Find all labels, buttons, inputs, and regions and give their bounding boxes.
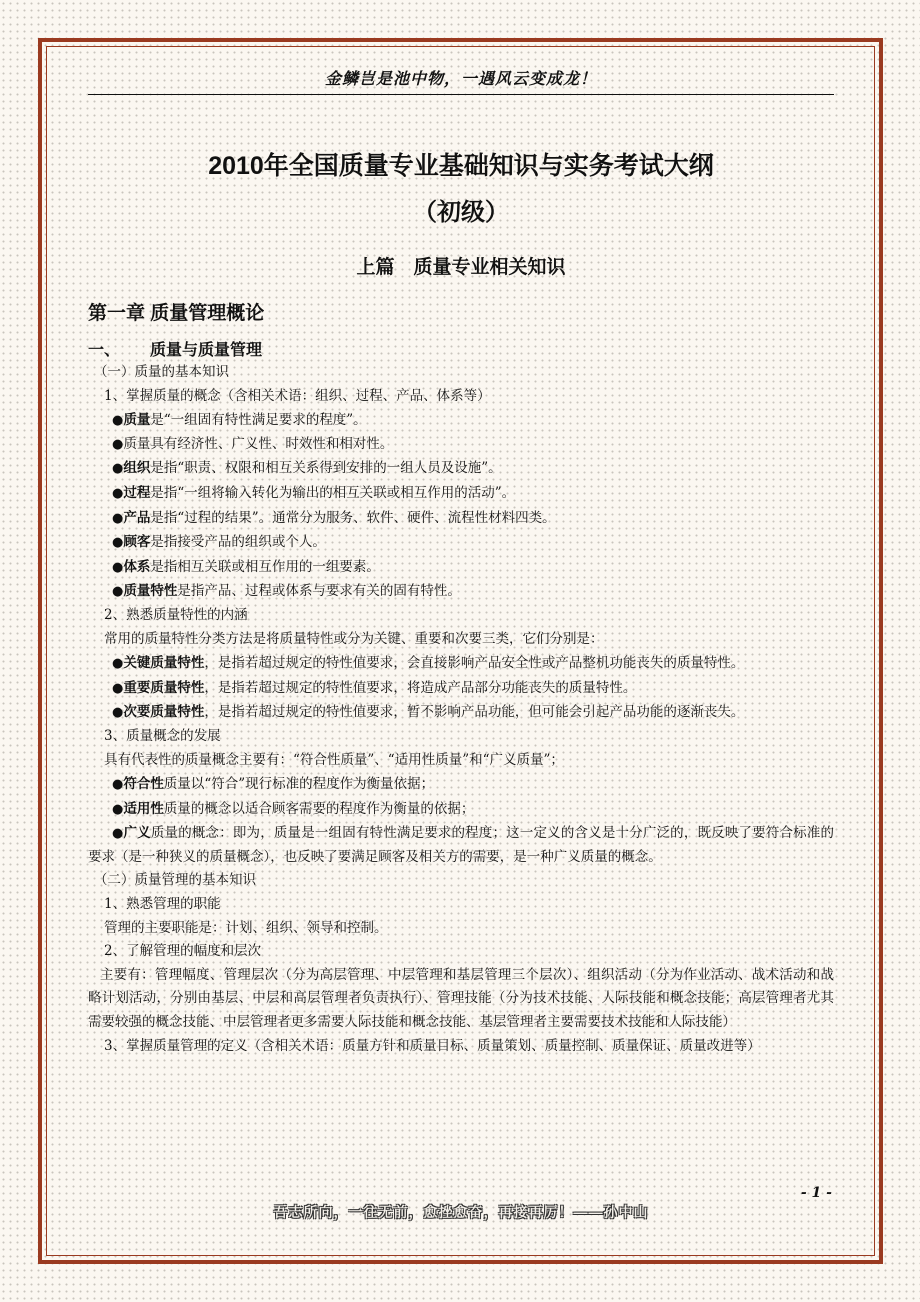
paragraph: 1、掌握质量的概念（含相关术语：组织、过程、产品、体系等）	[104, 387, 491, 404]
bullet-item	[88, 456, 834, 481]
bullet-text: 是指产品、过程或体系与要求有关的固有特性。	[177, 583, 461, 600]
bullet-icon: ●	[112, 436, 124, 452]
paragraph: 2、了解管理的幅度和层次	[104, 943, 262, 960]
bullet-text: 是指相互关联或相互作用的一组要素。	[150, 558, 380, 575]
bullet-text: 是指“职责、权限和相互关系得到安排的一组人员及设施”。	[150, 460, 502, 477]
bullet-term: 产品	[123, 509, 151, 525]
bullet-text: 是“一组固有特性满足要求的程度”。	[150, 412, 367, 429]
paragraph: 3、掌握质量管理的定义（含相关术语：质量方针和质量目标、质量策划、质量控制、质量保证、质量改进等）	[104, 1037, 761, 1054]
bullet-icon: ●	[112, 584, 124, 600]
bullet-text: ，是指若超过规定的特性值要求，暂不影响产品功能，但可能会引起产品功能的逐渐丧失。	[204, 704, 745, 721]
bullet-text: 质量以“符合”现行标准的程度作为衡量依据；	[163, 776, 435, 793]
bullet-term: 质量	[123, 412, 151, 428]
bullet-text: ，是指若超过规定的特性值要求，会直接影响产品安全性或产品整机功能丧失的质量特性。	[204, 655, 745, 672]
bullet-item	[88, 676, 834, 701]
subsection-heading: （二）质量管理的基本知识	[94, 872, 256, 889]
bullet-term: 体系	[123, 558, 151, 574]
bullet-icon: ●	[112, 826, 124, 842]
bullet-icon: ●	[112, 510, 124, 526]
bullet-item	[88, 651, 834, 676]
bullet-text: ，是指若超过规定的特性值要求，将造成产品部分功能丧失的质量特性。	[204, 679, 637, 696]
bullet-icon: ●	[112, 656, 124, 672]
bullet-text: 是指接受产品的组织或个人。	[150, 534, 326, 551]
bullet-text: 质量的概念：即为，质量是一组固有特性满足要求的程度；这一定义的含义是十分广泛的，既反映了要符合标准的要求（是一种狭义的质量概念），也反映了要满足顾客及相关方的需要，是一种广义质量的概念。	[88, 825, 835, 865]
bullet-icon: ●	[112, 461, 124, 477]
bullet-icon: ●	[112, 777, 124, 793]
bullet-item	[88, 555, 834, 580]
section-heading	[88, 337, 262, 360]
document-title: 2010年全国质量专业基础知识与实务考试大纲	[208, 152, 714, 180]
bullet-icon: ●	[112, 413, 124, 429]
bullet-icon: ●	[112, 485, 124, 501]
bullet-icon: ●	[112, 705, 124, 721]
bullet-term: 次要质量特性	[123, 704, 205, 720]
bullet-item	[88, 408, 834, 433]
paragraph: 3、质量概念的发展	[104, 727, 221, 744]
chapter-heading: 第一章 质量管理概论	[88, 303, 265, 324]
bullet-term: 过程	[123, 484, 151, 500]
subsection-heading: （一）质量的基本知识	[94, 364, 229, 380]
bullet-item	[88, 772, 834, 797]
bullet-term: 质量特性	[123, 583, 178, 599]
bullet-item	[88, 481, 834, 506]
bullet-item	[88, 579, 834, 604]
footer-motto: 吾志所向，一往无前，愈挫愈奋，再接再厉！——孙中山	[273, 1204, 649, 1220]
bullet-icon: ●	[112, 559, 124, 575]
section-number: 一、	[88, 342, 121, 359]
bullet-term: 顾客	[123, 534, 151, 550]
bullet-item	[88, 797, 834, 822]
bullet-text: 是指“一组将输入转化为输出的相互关联或相互作用的活动”。	[150, 484, 516, 501]
paragraph: 常用的质量特性分类方法是将质量特性或分为关键、重要和次要三类，它们分别是：	[104, 630, 604, 647]
bullet-item	[88, 700, 834, 725]
bullet-term: 符合性	[123, 776, 164, 792]
bullet-term: 广义	[123, 825, 151, 841]
section-title: 质量与质量管理	[150, 342, 263, 359]
bullet-term: 适用性	[123, 800, 164, 816]
paragraph: 管理的主要职能是：计划、组织、领导和控制。	[104, 919, 388, 936]
header-motto: 金鳞岂是池中物，一遇风云变成龙！	[88, 64, 834, 95]
bullet-term: 重要质量特性	[123, 679, 205, 695]
paragraph: 2、熟悉质量特性的内涵	[104, 606, 248, 623]
paragraph: 具有代表性的质量概念主要有：“符合性质量”、“适用性质量”和“广义质量”；	[104, 751, 564, 768]
bullet-text: 质量具有经济性、广义性、时效性和相对性。	[123, 435, 394, 452]
bullet-item	[88, 530, 834, 555]
document-subtitle: （初级）	[413, 199, 509, 226]
bullet-icon: ●	[112, 801, 124, 817]
document-body	[88, 361, 834, 1058]
page-number: - 1 -	[800, 1185, 832, 1201]
part-heading: 上篇 质量专业相关知识	[356, 257, 566, 278]
bullet-item	[88, 433, 834, 457]
bullet-term: 组织	[123, 460, 151, 476]
bullet-icon: ●	[112, 535, 124, 551]
bullet-item	[88, 506, 834, 531]
bullet-text: 是指“过程的结果”。通常分为服务、软件、硬件、流程性材料四类。	[150, 509, 556, 526]
bullet-icon: ●	[112, 680, 124, 696]
paragraph: 主要有：管理幅度、管理层次（分为高层管理、中层管理和基层管理三个层次）、组织活动（分为作业活动、战术活动和战略计划活动，分别由基层、中层和高层管理者负责执行）、管理技能（分为技术技能、人际技能和概念技能；高层管理者尤其需要较强的概念技能、中层管理者更多需要人际技能和概念技能、基层管理者主要需要技术技能和人际技能）	[88, 966, 834, 1031]
bullet-text: 质量的概念以适合顾客需要的程度作为衡量的依据；	[163, 800, 475, 817]
bullet-item	[88, 821, 834, 869]
paragraph: 1、熟悉管理的职能	[104, 896, 221, 913]
bullet-term: 关键质量特性	[123, 655, 205, 671]
